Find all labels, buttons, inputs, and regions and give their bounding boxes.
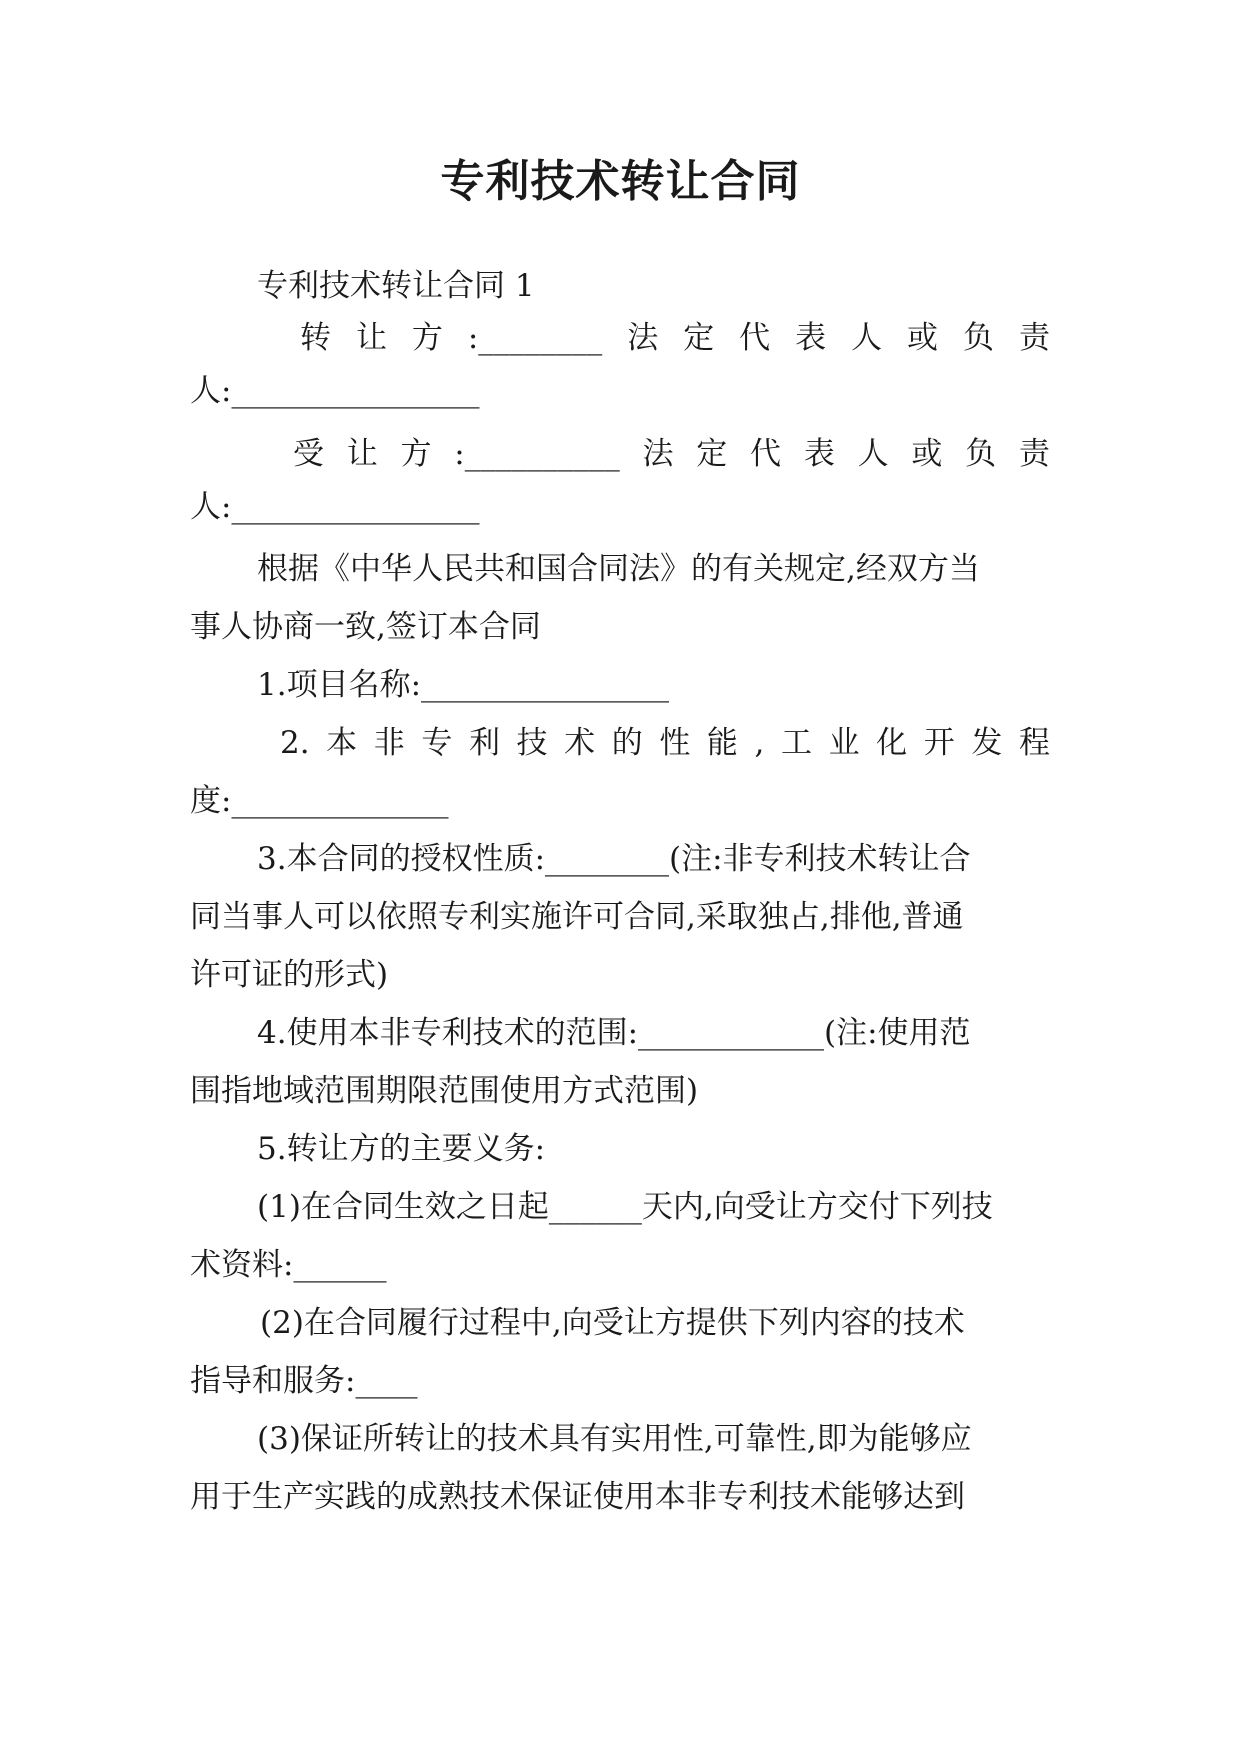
paragraph-line: 指导和服务:____ <box>190 1363 418 1399</box>
item-project-name: 1.项目名称:________________ <box>257 667 670 703</box>
obligation-3: (3)保证所转让的技术具有实用性,可靠性,即为能够应 <box>257 1421 972 1457</box>
paragraph-line: 同当事人可以依照专利实施许可合同,采取独占,排他,普通 <box>190 899 964 935</box>
transferor-representative-line: 人:________________ <box>190 373 480 409</box>
paragraph-line: 术资料:______ <box>190 1247 387 1283</box>
transferor-line: 转 让 方 :________ 法 定 代 表 人 或 负 责 <box>300 320 1050 356</box>
paragraph-line: 事人协商一致,签订本合同 <box>190 609 541 645</box>
obligation-1: (1)在合同生效之日起______天内,向受让方交付下列技 <box>257 1189 993 1225</box>
paragraph-line: 度:______________ <box>190 783 449 819</box>
item-usage-scope: 4.使用本非专利技术的范围:____________(注:使用范 <box>257 1015 971 1051</box>
item-authorization-nature: 3.本合同的授权性质:________(注:非专利技术转让合 <box>257 841 971 877</box>
transferee-representative-line: 人:________________ <box>190 489 480 525</box>
paragraph-line: 围指地域范围期限范围使用方式范围) <box>190 1073 699 1109</box>
item-technology-performance: 2. 本 非 专 利 技 术 的 性 能 , 工 业 化 开 发 程 <box>280 725 1050 761</box>
transferee-line: 受 让 方 :__________ 法 定 代 表 人 或 负 责 <box>293 436 1050 472</box>
contract-heading: 专利技术转让合同 1 <box>257 268 535 304</box>
paragraph-line: 许可证的形式) <box>190 957 389 993</box>
paragraph-line: 用于生产实践的成熟技术保证使用本非专利技术能够达到 <box>190 1479 965 1515</box>
obligation-2: (2)在合同履行过程中,向受让方提供下列内容的技术 <box>260 1305 965 1341</box>
document-title: 专利技术转让合同 <box>440 156 801 207</box>
paragraph-line: 根据《中华人民共和国合同法》的有关规定,经双方当 <box>257 551 980 587</box>
item-transferor-obligations: 5.转让方的主要义务: <box>257 1131 546 1167</box>
